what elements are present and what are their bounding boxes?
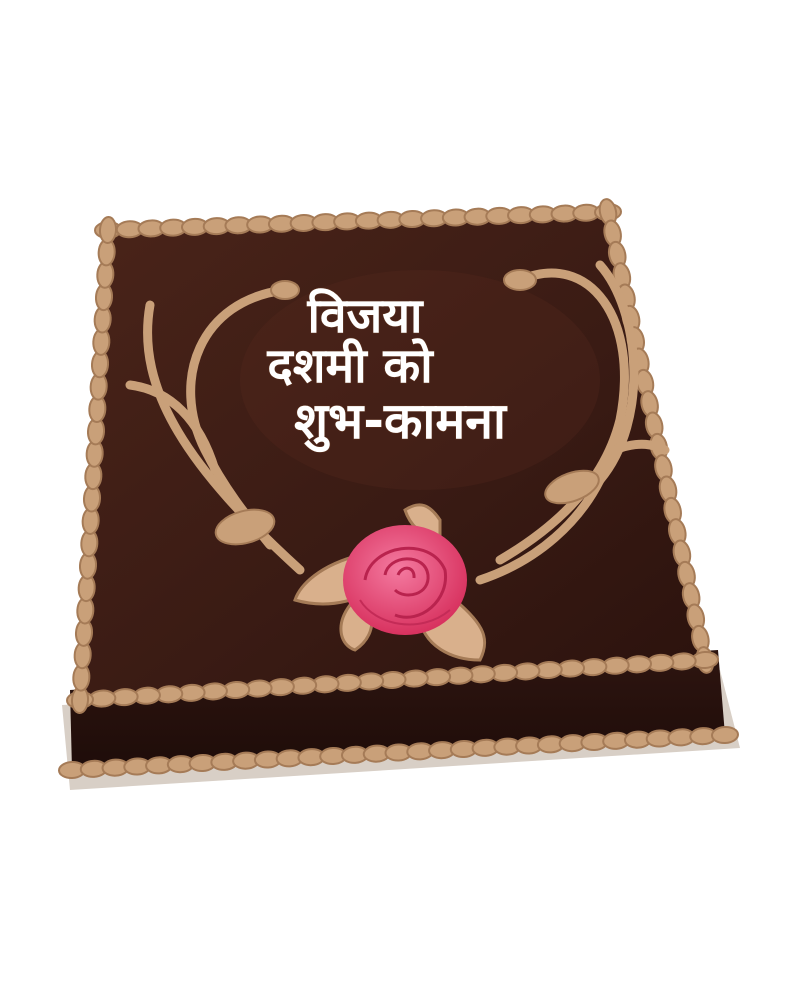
icing-bead [99, 217, 117, 244]
rose-decoration [343, 525, 467, 635]
message-line-1: विजया [307, 288, 423, 344]
message-line-3: शुभ-कामना [294, 392, 506, 450]
icing-bead [712, 726, 739, 743]
message-line-2: दशमी को [267, 338, 433, 394]
